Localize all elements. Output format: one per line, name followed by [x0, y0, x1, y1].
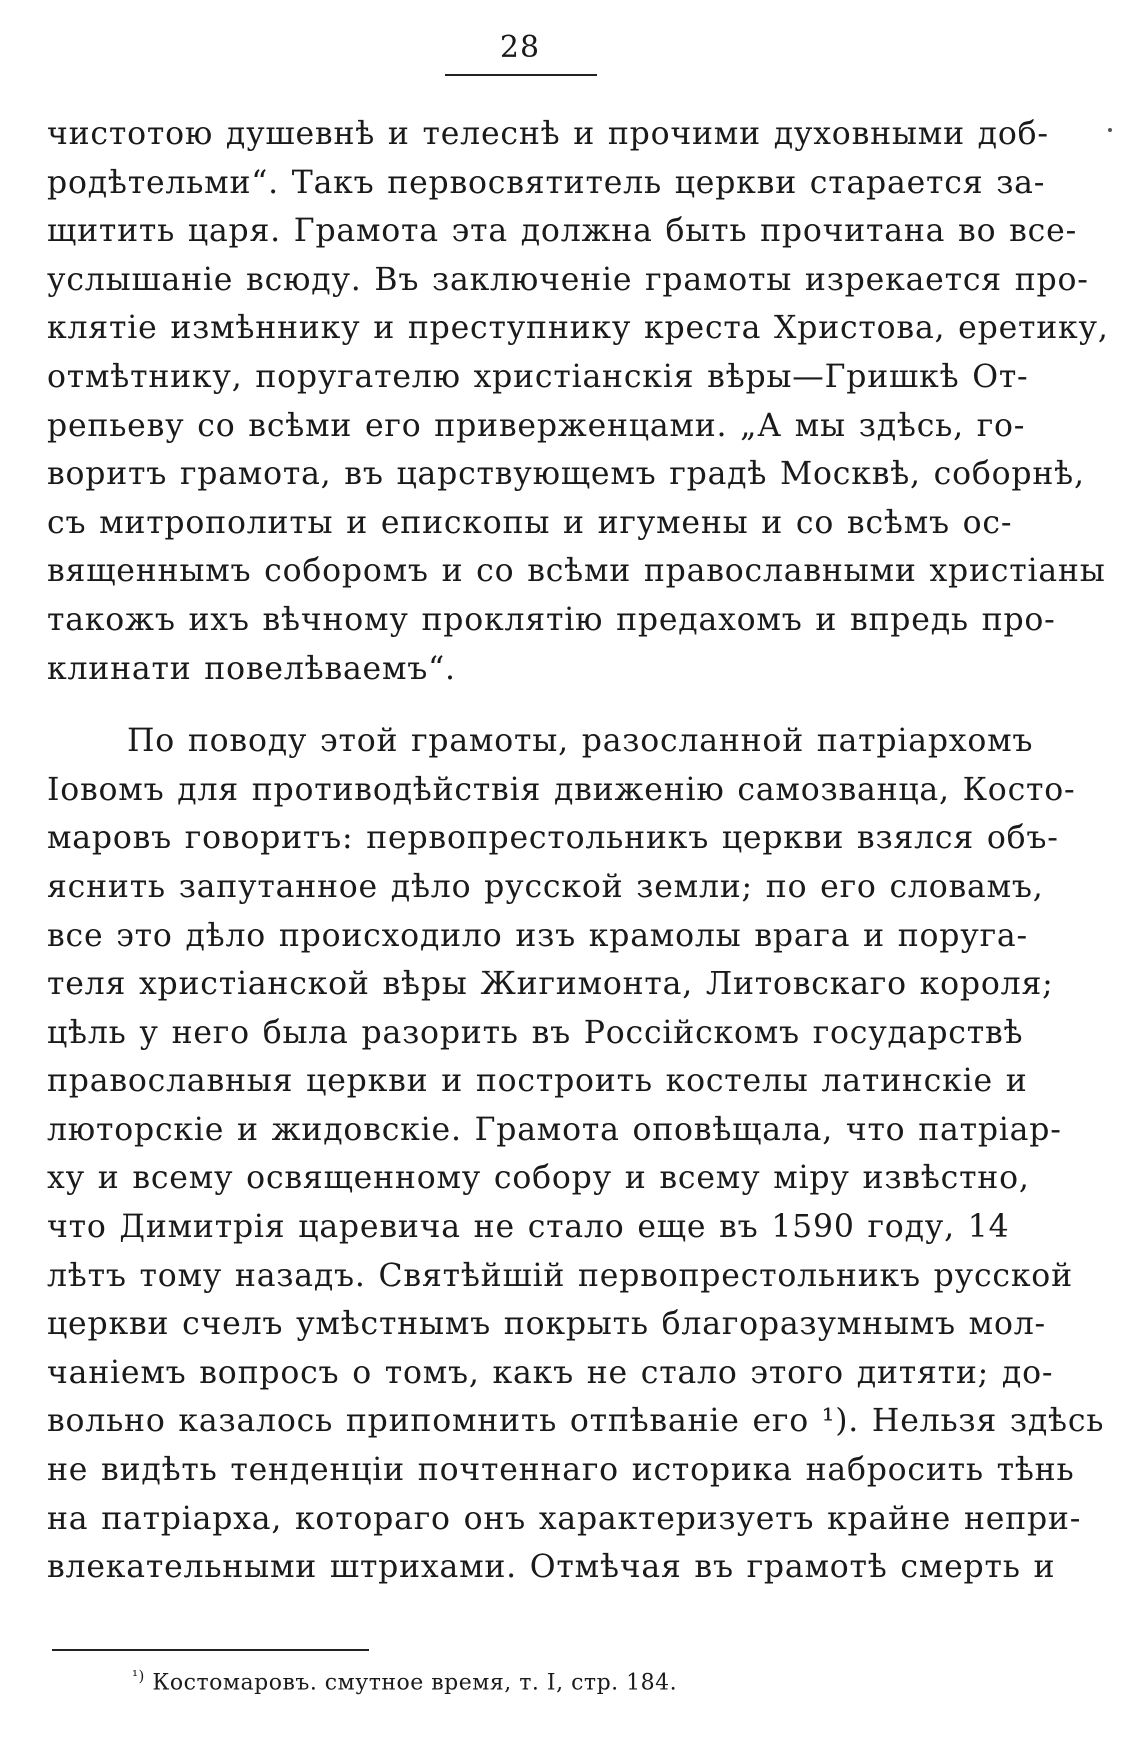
text-line: чистотою душевнѣ и телеснѣ и прочими духовными доб- [47, 116, 1049, 152]
footnote-text: Костомаровъ. смутное время, т. I, стр. 184. [152, 1670, 678, 1696]
text-line: такожъ ихъ вѣчному проклятію предахомъ и впредь про- [47, 601, 1056, 638]
text-line: православныя церкви и построить костелы латинскіе и [47, 1063, 1028, 1100]
paragraph-2 [47, 717, 1105, 1592]
text-line: люторскіе и жидовскіе. Грамота оповѣщала, что патріар- [47, 1111, 1062, 1148]
footnote-rule [52, 1649, 369, 1651]
paragraph-1 [47, 110, 1109, 693]
text-line: церкви счелъ умѣстнымъ покрыть благоразумнымъ мол- [47, 1306, 1046, 1343]
text-line: съ митрополиты и епископы и игумены и со всѣмъ ос- [47, 504, 1013, 541]
header-rule [445, 74, 597, 76]
text-line: цѣль у него была разорить въ Россійскомъ государствѣ [47, 1014, 1024, 1051]
text-line: ху и всему освященному собору и всему міру извѣстно, [47, 1160, 1030, 1197]
text-line: репьеву со всѣми его приверженцами. „А мы здѣсь, го- [47, 407, 1026, 444]
text-line: услышаніе всюду. Въ заключеніе грамоты изрекается про- [47, 261, 1089, 298]
body-text [47, 110, 1109, 1592]
text-line: воритъ грамота, въ царствующемъ градѣ Москвѣ, соборнѣ, [47, 456, 1085, 493]
text-line: щитить царя. Грамота эта должна быть прочитана во все- [47, 213, 1078, 250]
text-line: вященнымъ соборомъ и со всѣми православными христіаны [47, 553, 1106, 590]
text-line: влекательными штрихами. Отмѣчая въ грамотѣ смерть и [47, 1549, 1056, 1586]
page-number: 28 [499, 30, 541, 65]
text-line: на патріарха, котораго онъ характеризуетъ крайне непри- [47, 1500, 1082, 1537]
text-line: яснить запутанное дѣло русской земли; по его словамъ, [47, 868, 1044, 905]
text-line: отмѣтнику, поругателю христіанскія вѣры—Гришкѣ От- [47, 358, 1029, 395]
footnote-marker: ¹) [132, 1667, 145, 1685]
text-line: клятіе измѣннику и преступнику креста Христова, еретику, [47, 310, 1109, 347]
text-line: вольно казалось припомнить отпѣваніе его ¹). Нельзя здѣсь [47, 1403, 1105, 1440]
text-line: лѣтъ тому назадъ. Святѣйшій первопрестольникъ русской [47, 1257, 1073, 1294]
footnote [132, 1667, 677, 1695]
text-line: родѣтельми“. Такъ первосвятитель церкви старается за- [47, 164, 1046, 201]
text-line: не видѣть тенденціи почтеннаго историка набросить тѣнь [47, 1452, 1075, 1489]
text-line: По поводу этой грамоты, разосланной патріархомъ [127, 723, 1034, 760]
text-line: все это дѣло происходило изъ крамолы врага и поруга- [47, 917, 1028, 954]
text-line: маровъ говоритъ: первопрестольникъ церкви взялся объ- [47, 820, 1059, 857]
paragraph-gap [47, 693, 999, 717]
text-line: клинати повелѣваемъ“. [47, 650, 456, 687]
text-line: теля христіанской вѣры Жигимонта, Литовскаго короля; [47, 966, 1054, 1003]
text-line: Іовомъ для противодѣйствія движенію самозванца, Косто- [47, 771, 1076, 808]
text-line: что Димитрія царевича не стало еще въ 1590 году, 14 [47, 1209, 1010, 1246]
text-line: чаніемъ вопросъ о томъ, какъ не стало этого дитяти; до- [47, 1354, 1054, 1391]
margin-speck [1108, 128, 1112, 132]
